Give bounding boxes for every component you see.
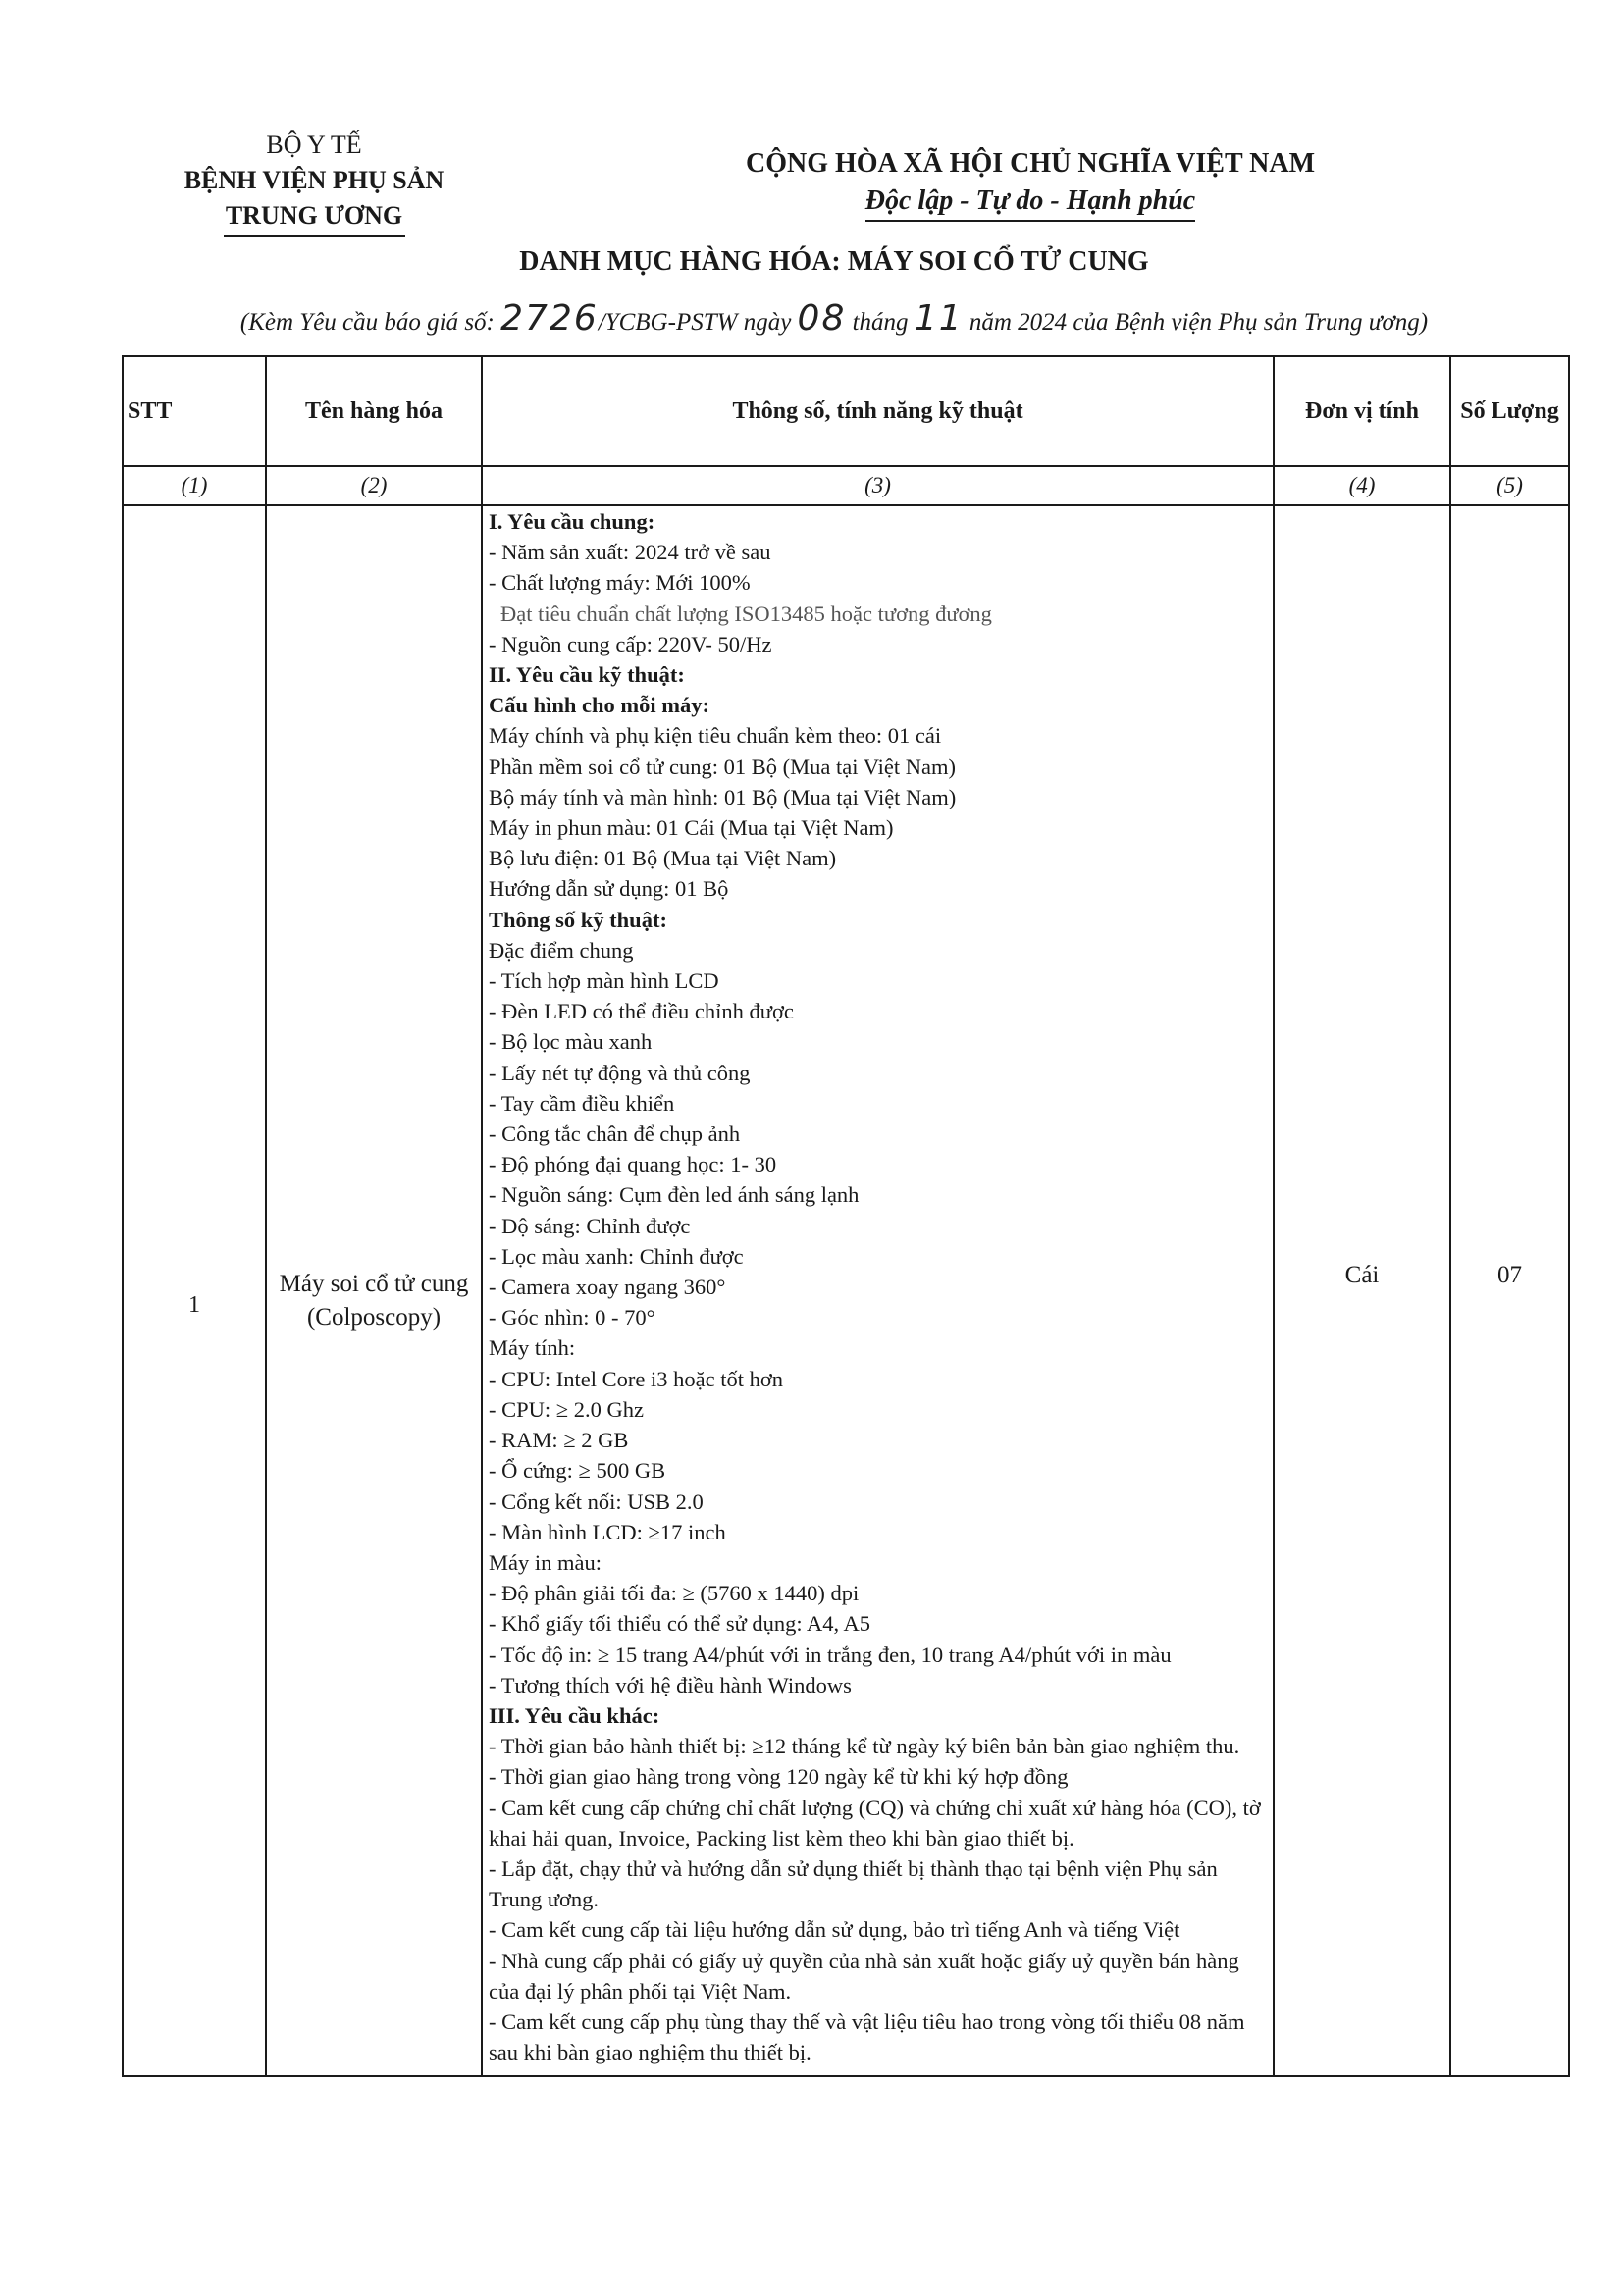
spec-line: - Lấy nét tự động và thủ công: [489, 1060, 751, 1085]
hospital-name-line1: BỆNH VIỆN PHỤ SẢN: [183, 166, 445, 194]
table-header-row: [123, 356, 1569, 466]
header-specifications: Thông số, tính năng kỹ thuật: [482, 356, 1274, 466]
spec-line: - Màn hình LCD: ≥17 inch: [489, 1519, 726, 1544]
header-quantity: Số Lượng: [1450, 356, 1569, 466]
spec-line: Cấu hình cho mỗi máy:: [489, 693, 710, 718]
header-unit: Đơn vị tính: [1274, 356, 1450, 466]
handwritten-month: 11: [914, 298, 964, 339]
spec-line: - Nguồn sáng: Cụm đèn led ánh sáng lạnh: [489, 1182, 860, 1208]
header-item-name: Tên hàng hóa: [266, 356, 482, 466]
column-number: (5): [1450, 466, 1569, 505]
spec-line: Phần mềm soi cổ tử cung: 01 Bộ (Mua tại Việt Nam): [489, 754, 956, 779]
row-quantity: 07: [1450, 505, 1569, 2076]
row-item-name: [266, 505, 482, 2076]
ministry-name: BỘ Y TẾ: [266, 130, 362, 159]
spec-line: Thông số kỹ thuật:: [489, 907, 667, 932]
table-row: [123, 505, 1569, 2076]
spec-line: - Thời gian giao hàng trong vòng 120 ngày kể từ khi ký hợp đồng: [489, 1764, 1069, 1790]
spec-line: - Tay cầm điều khiển: [489, 1090, 675, 1116]
column-number-row: [123, 466, 1569, 505]
row-stt: 1: [123, 505, 266, 2076]
spec-line: - Năm sản xuất: 2024 trở về sau: [489, 540, 771, 565]
handwritten-day: 08: [797, 298, 847, 339]
spec-line: Máy in màu:: [489, 1549, 602, 1575]
spec-line: - Độ phóng đại quang học: 1- 30: [489, 1152, 777, 1177]
spec-line: - RAM: ≥ 2 GB: [489, 1428, 629, 1453]
subtitle-part2: /YCBG-PSTW ngày: [598, 309, 798, 336]
column-number: (2): [266, 466, 482, 505]
spec-line: - Tương thích với hệ điều hành Windows: [489, 1672, 852, 1697]
spec-line: I. Yêu cầu chung:: [489, 509, 655, 534]
spec-line: - Camera xoay ngang 360°: [489, 1275, 726, 1300]
spec-line: - Tốc độ in: ≥ 15 trang A4/phút với in trắng đen, 10 trang A4/phút với in màu: [489, 1642, 1172, 1667]
spec-line: - Tích hợp màn hình LCD: [489, 968, 719, 994]
column-number: (1): [123, 466, 266, 505]
column-number: (4): [1274, 466, 1450, 505]
subtitle-part3: tháng: [846, 309, 915, 336]
spec-line: - Bộ lọc màu xanh: [489, 1029, 653, 1055]
column-number: (3): [482, 466, 1274, 505]
subtitle-part4: năm 2024 của Bệnh viện Phụ sản Trung ương): [963, 309, 1429, 336]
document-subtitle: [147, 300, 1521, 341]
spec-line: - Cam kết cung cấp chứng chỉ chất lượng (CQ) và chứng chỉ xuất xứ hàng hóa (CO), tờ khai hải quan, Invoice, Packing list kèm theo khi bàn giao thiết bị.: [489, 1795, 1261, 1851]
issuer-header: [147, 128, 481, 237]
goods-table: [122, 355, 1570, 2077]
spec-line: - Nguồn cung cấp: 220V- 50/Hz: [489, 631, 772, 656]
spec-line: - Nhà cung cấp phải có giấy uỷ quyền của nhà sản xuất hoặc giấy uỷ quyền bán hàng của đại lý phân phối tại Việt Nam.: [489, 1948, 1239, 2004]
item-name-line1: Máy soi cổ tử cung: [279, 1270, 469, 1297]
spec-line: - Cổng kết nối: USB 2.0: [489, 1488, 704, 1514]
spec-line: Bộ lưu điện: 01 Bộ (Mua tại Việt Nam): [489, 846, 837, 871]
national-motto: Độc lập - Tự do - Hạnh phúc: [865, 183, 1195, 222]
spec-line: Đặc điểm chung: [489, 937, 634, 963]
spec-line: - Lọc màu xanh: Chỉnh được: [489, 1243, 744, 1269]
spec-line: - Đèn LED có thể điều chỉnh được: [489, 999, 794, 1024]
spec-line: Máy tính:: [489, 1335, 576, 1361]
subtitle-part1: (Kèm Yêu cầu báo giá số:: [239, 309, 501, 336]
spec-line: - Độ sáng: Chỉnh được: [489, 1213, 691, 1238]
spec-line: Máy in phun màu: 01 Cái (Mua tại Việt Nam): [489, 815, 894, 841]
header-stt: STT: [123, 356, 266, 466]
hospital-name-line2: TRUNG ƯƠNG: [225, 201, 403, 230]
spec-line: - Ổ cứng: ≥ 500 GB: [489, 1458, 666, 1484]
spec-line: Đạt tiêu chuẩn chất lượng ISO13485 hoặc tương đương: [500, 600, 992, 626]
row-unit: Cái: [1274, 505, 1450, 2076]
row-specifications: [482, 505, 1274, 2076]
spec-line: - CPU: ≥ 2.0 Ghz: [489, 1396, 644, 1422]
spec-line: - Độ phân giải tối đa: ≥ (5760 x 1440) dpi: [489, 1581, 860, 1606]
spec-line: - Lắp đặt, chạy thử và hướng dẫn sử dụng thiết bị thành thạo tại bệnh viện Phụ sản Trung ương.: [489, 1855, 1218, 1912]
spec-line: - Thời gian bảo hành thiết bị: ≥12 tháng kể từ ngày ký biên bản bàn giao nghiệm thu.: [489, 1734, 1240, 1759]
spec-line: II. Yêu cầu kỹ thuật:: [489, 662, 685, 688]
handwritten-request-number: 2726: [500, 298, 599, 339]
spec-line: - Góc nhìn: 0 - 70°: [489, 1305, 655, 1331]
country-name: CỘNG HÒA XÃ HỘI CHỦ NGHĨA VIỆT NAM: [745, 148, 1316, 179]
spec-line: - Công tắc chân để chụp ảnh: [489, 1122, 741, 1147]
item-name-line2: (Colposcopy): [306, 1303, 442, 1331]
spec-line: Bộ máy tính và màn hình: 01 Bộ (Mua tại Việt Nam): [489, 784, 957, 809]
header-underline: [224, 235, 405, 237]
national-header: [677, 145, 1384, 222]
spec-line: - Khổ giấy tối thiểu có thể sử dụng: A4, A5: [489, 1611, 871, 1637]
spec-line: - Cam kết cung cấp tài liệu hướng dẫn sử dụng, bảo trì tiếng Anh và tiếng Việt: [489, 1917, 1180, 1943]
spec-line: Hướng dẫn sử dụng: 01 Bộ: [489, 876, 729, 902]
spec-line: III. Yêu cầu khác:: [489, 1702, 660, 1728]
spec-line: Máy chính và phụ kiện tiêu chuẩn kèm theo: 01 cái: [489, 723, 942, 749]
spec-line: - CPU: Intel Core i3 hoặc tốt hơn: [489, 1366, 783, 1391]
document-title: DANH MỤC HÀNG HÓA: MÁY SOI CỔ TỬ CUNG: [519, 246, 1149, 277]
spec-line: - Cam kết cung cấp phụ tùng thay thế và vật liệu tiêu hao trong vòng tối thiểu 08 năm sau khi bàn giao nghiệm thu thiết bị.: [489, 2009, 1245, 2065]
spec-line: - Chất lượng máy: Mới 100%: [489, 570, 751, 596]
